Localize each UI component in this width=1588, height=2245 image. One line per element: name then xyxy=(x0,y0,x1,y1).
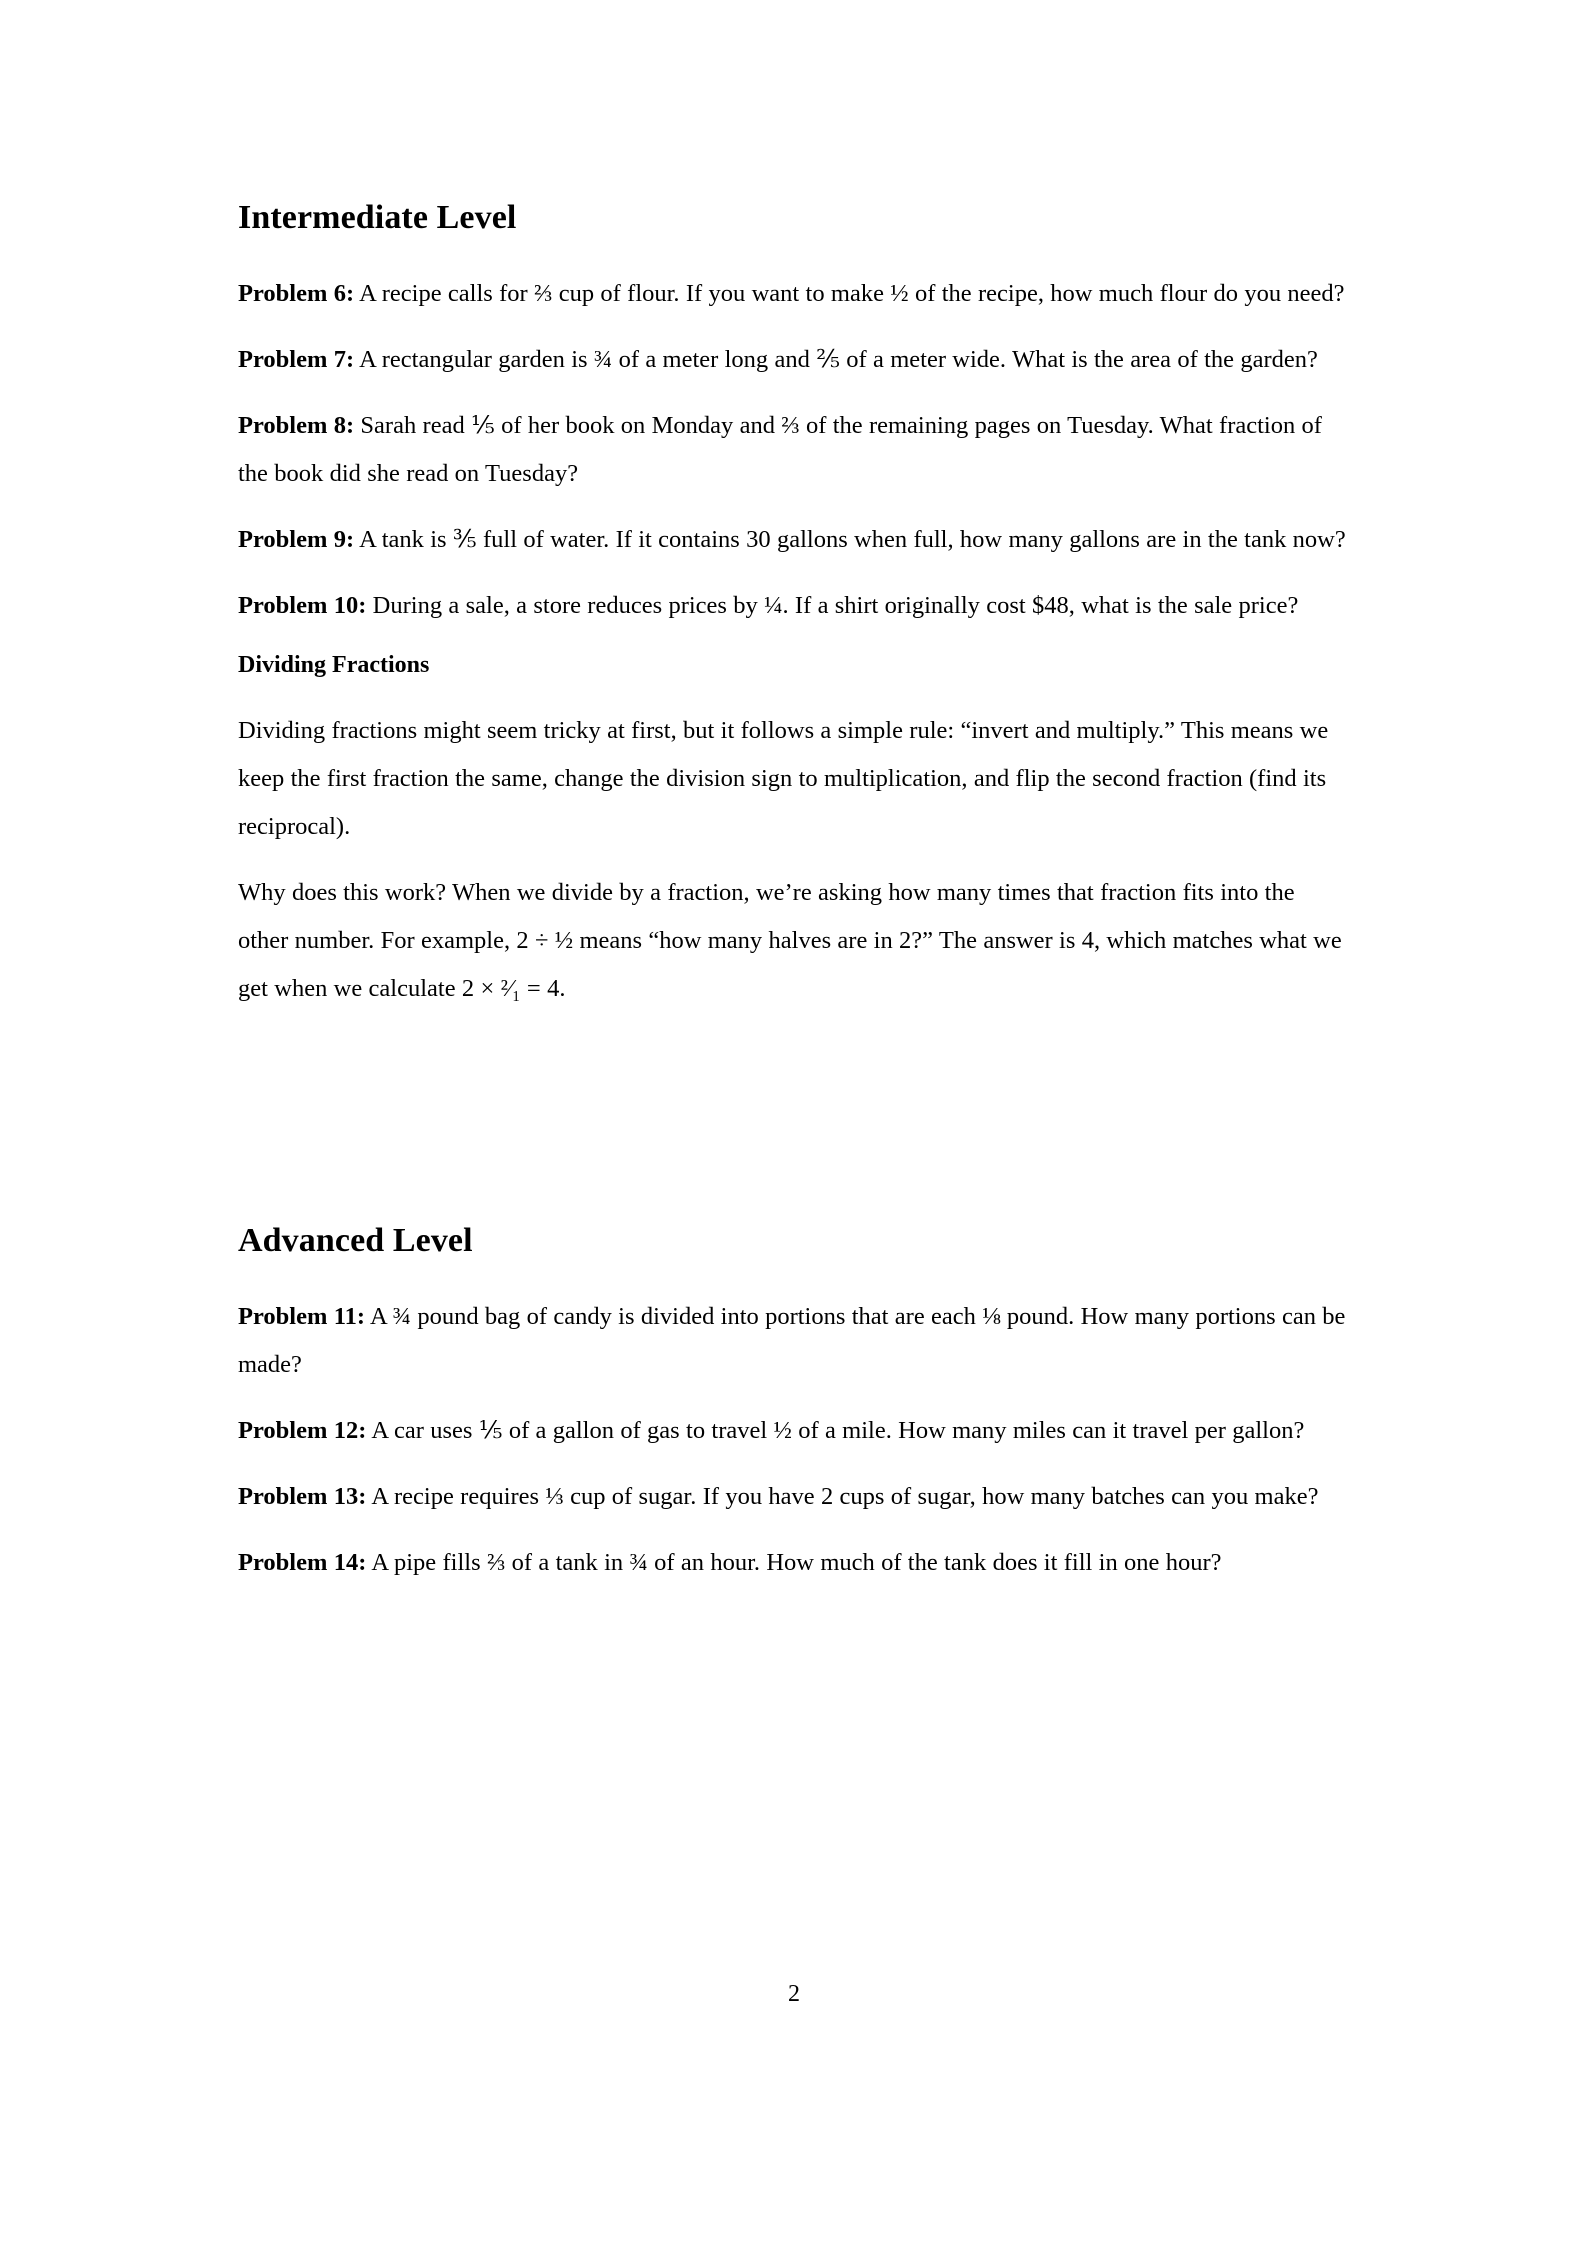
section-break-spacer xyxy=(238,1013,1348,1221)
spacer xyxy=(238,1521,1348,1539)
spacer xyxy=(238,851,1348,869)
problem-label: Problem 13: xyxy=(238,1483,367,1511)
page-content xyxy=(238,198,1348,1587)
spacer xyxy=(238,318,1348,336)
problem-text: A ¾ pound bag of candy is divided into portions that are each ⅛ pound. How many portions can be made? xyxy=(238,1303,1346,1379)
problem-paragraph xyxy=(238,1473,1348,1521)
problem-text: Sarah read ⅕ of her book on Monday and ⅔ of the remaining pages on Tuesday. What fraction of the book did she read on Tuesday? xyxy=(238,412,1322,488)
spacer xyxy=(238,238,1348,270)
spacer xyxy=(238,498,1348,516)
problem-label: Problem 9: xyxy=(238,526,355,554)
spacer xyxy=(238,683,1348,707)
problem-label: Problem 12: xyxy=(238,1417,367,1445)
spacer xyxy=(238,1261,1348,1293)
spacer xyxy=(238,630,1348,648)
subsection-paragraph: Why does this work? When we divide by a fraction, we’re asking how many times that fraction fits into the other number. For example, 2 ÷ ½ means “how many halves are in 2?” The answer is 4, which matches what we get when we calculate 2 × ²⁄₁ = 4. xyxy=(238,878,1342,1002)
spacer xyxy=(238,384,1348,402)
problem-label: Problem 14: xyxy=(238,1549,367,1577)
problem-label: Problem 11: xyxy=(238,1303,365,1331)
problem-paragraph xyxy=(238,1407,1348,1455)
problem-text: A tank is ⅗ full of water. If it contains 30 gallons when full, how many gallons are in the tank now? xyxy=(354,526,1346,554)
page-number: 2 xyxy=(788,1981,800,2007)
spacer xyxy=(238,564,1348,582)
spacer xyxy=(238,1389,1348,1407)
problem-text: A recipe requires ⅓ cup of sugar. If you have 2 cups of sugar, how many batches can you make? xyxy=(366,1483,1319,1511)
problem-text: A pipe fills ⅔ of a tank in ¾ of an hour. How much of the tank does it fill in one hour? xyxy=(366,1549,1222,1577)
problem-text: A rectangular garden is ¾ of a meter long and ⅖ of a meter wide. What is the area of the garden? xyxy=(354,346,1318,374)
subsection-paragraph: Dividing fractions might seem tricky at first, but it follows a simple rule: “invert and multiply.” This means we keep the first fraction the same, change the division sign to multiplication, and flip the second fraction (find its reciprocal). xyxy=(238,716,1329,840)
problem-label: Problem 10: xyxy=(238,592,367,620)
problem-text: A recipe calls for ⅔ cup of flour. If you want to make ½ of the recipe, how much flour do you need? xyxy=(354,280,1345,308)
problem-text: A car uses ⅕ of a gallon of gas to travel ½ of a mile. How many miles can it travel per gallon? xyxy=(366,1417,1305,1445)
problem-paragraph xyxy=(238,516,1348,564)
problem-paragraph xyxy=(238,1293,1348,1389)
problem-paragraph xyxy=(238,336,1348,384)
problem-label: Problem 8: xyxy=(238,412,355,440)
problem-label: Problem 7: xyxy=(238,346,355,374)
problem-paragraph xyxy=(238,1539,1348,1587)
problem-paragraph xyxy=(238,270,1348,318)
section-heading-advanced: Advanced Level xyxy=(238,1221,473,1259)
problem-text: During a sale, a store reduces prices by ¼. If a shirt originally cost $48, what is the sale price? xyxy=(366,592,1299,620)
problem-label: Problem 6: xyxy=(238,280,355,308)
section-heading-intermediate: Intermediate Level xyxy=(238,199,517,236)
subsection-heading-dividing-fractions: Dividing Fractions xyxy=(238,652,430,679)
spacer xyxy=(238,1455,1348,1473)
problem-paragraph xyxy=(238,402,1348,498)
problem-paragraph xyxy=(238,582,1348,630)
